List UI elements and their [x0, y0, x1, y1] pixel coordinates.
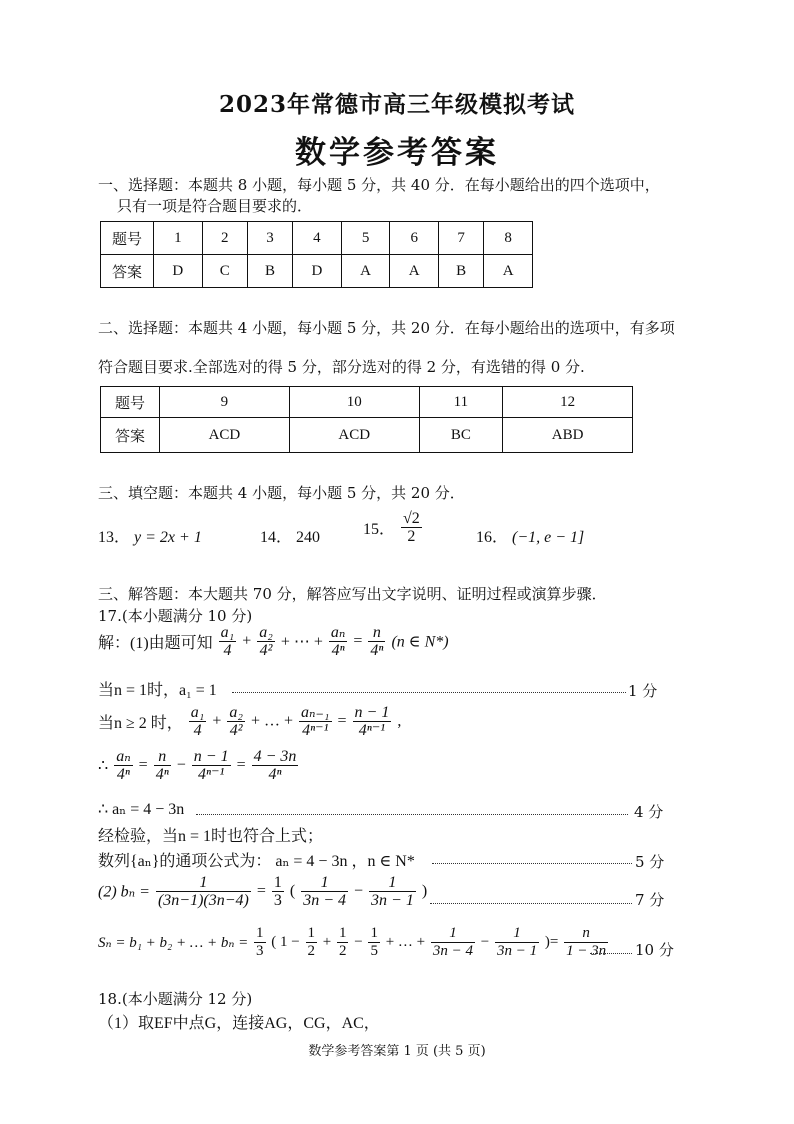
- fraction-numerator: n: [564, 925, 608, 943]
- fraction-denominator: 4ⁿ: [268, 766, 282, 783]
- question-17-heading: 17.(本小题满分 10 分): [98, 607, 253, 625]
- table-cell: 1: [154, 222, 203, 255]
- q17-line7: 数列{aₙ}的通项公式为： aₙ = 4 − 3n ，n ∈ N*: [98, 853, 415, 870]
- answer-14-value: 240: [296, 529, 321, 546]
- q17-line9-prefix: Sₙ = b₁ + b₂ + … + bₙ =: [98, 935, 249, 951]
- table-row: [101, 387, 633, 418]
- fraction: [337, 925, 349, 960]
- fraction-numerator: aₙ₋₁: [301, 704, 330, 721]
- fraction-denominator: 4ⁿ⁻¹: [198, 766, 225, 783]
- question-18-heading: 18.(本小题满分 12 分): [98, 990, 253, 1008]
- dotted-leader: [196, 814, 628, 815]
- fraction-numerator: n: [368, 624, 385, 642]
- fraction-denominator: 2: [307, 943, 316, 959]
- q17-line3-prefix: 当n ≥ 2 时，: [98, 715, 183, 732]
- fraction: [114, 748, 132, 783]
- fraction: [192, 748, 231, 783]
- table-cell: 8: [484, 222, 533, 255]
- section2-answer-table: [100, 386, 633, 453]
- operator: + ⋯ +: [280, 633, 323, 651]
- fraction-denominator: 4ⁿ: [155, 766, 169, 783]
- page-footer: 数学参考答案第 1 页 (共 5 页): [308, 1044, 486, 1059]
- fraction-denominator: 1 − 3n: [566, 943, 607, 959]
- fraction: [299, 704, 332, 739]
- document-title: 2023年常德市高三年级模拟考试: [218, 91, 575, 118]
- fraction-numerator: 1: [431, 925, 475, 943]
- fraction-numerator: 1: [301, 874, 348, 892]
- answer-13-label: 13．: [98, 529, 131, 546]
- table-header-cell: 题号: [101, 222, 154, 255]
- document-subtitle: 数学参考答案: [295, 135, 499, 171]
- answer-15: [363, 510, 424, 545]
- score-mark: 10 分: [635, 941, 674, 959]
- fraction-numerator: 1: [307, 925, 316, 941]
- answer-15-label: 15．: [363, 521, 396, 538]
- fraction-denominator: 4ⁿ: [116, 766, 130, 783]
- fraction: [154, 748, 171, 783]
- fraction: [252, 748, 299, 783]
- fraction-denominator: 3: [273, 892, 282, 909]
- dotted-leader: [590, 953, 632, 954]
- fraction-denominator: 5: [370, 943, 378, 959]
- table-cell: A: [390, 255, 439, 288]
- therefore-symbol: ∴: [98, 757, 109, 775]
- fraction-numerator: a₂: [229, 704, 243, 721]
- table-cell: ACD: [289, 418, 419, 453]
- dotted-leader: [432, 863, 632, 864]
- answer-14-label: 14．: [260, 529, 293, 546]
- q17-line4: ∴ $\frac{\text{aₙ}}{\text{4ⁿ}}$ = $\frac{n}{\text{4ⁿ}}$ − $\frac{n - 1}{\text{4ⁿ⁻¹}}$ = $\frac{4 - 3n}{\text{4ⁿ}}$: [98, 748, 297, 783]
- table-header-cell: 答案: [101, 418, 160, 453]
- answer-14: [260, 524, 320, 547]
- fraction-numerator: a₁: [190, 704, 205, 721]
- table-cell: D: [154, 255, 203, 288]
- answer-16: [476, 524, 584, 547]
- operator: + … +: [250, 712, 293, 730]
- fraction-numerator: n: [154, 748, 171, 766]
- fraction: [495, 925, 539, 960]
- operator: + … +: [385, 934, 426, 950]
- q17-line1: 解：(1)由题可知 $\frac{\text{a₁}}{4}$ + $\frac{\text{a₂}}{\text{4²}}$ + ⋯ + $\frac{\text{aₙ}}{\text{4ⁿ}}$ = $\frac{n}{\text{4ⁿ}}$ (n ∈ N*): [98, 624, 449, 659]
- table-header-cell: 答案: [101, 255, 154, 288]
- q18-step1: （1）取EF中点G，连接AG，CG，AC，: [98, 1015, 380, 1032]
- section1-instruction-line1: 一、选择题：本题共 8 小题，每小题 5 分，共 40 分．在每小题给出的四个选项中，: [98, 176, 660, 194]
- section2-instruction-line1: 二、选择题：本题共 4 小题，每小题 5 分，共 20 分．在每小题给出的选项中，有多项: [98, 319, 675, 337]
- fraction: [257, 624, 275, 659]
- fraction: [368, 925, 380, 960]
- fraction-numerator: a₁: [220, 624, 235, 641]
- fraction-denominator: 3n − 1: [496, 943, 538, 959]
- fraction-denominator: 4ⁿ⁻¹: [302, 722, 329, 739]
- fraction: [189, 704, 207, 739]
- fraction-numerator: 1: [273, 874, 282, 891]
- answer-15-fraction: [401, 510, 422, 545]
- fraction: [368, 624, 385, 659]
- table-header-cell: 题号: [101, 387, 160, 418]
- table-cell: ACD: [160, 418, 290, 453]
- fraction-denominator: 2: [338, 943, 347, 959]
- fraction: [254, 925, 266, 960]
- fraction-denominator: 3n − 1: [371, 892, 414, 909]
- fraction-numerator: 1: [256, 925, 264, 941]
- q17-line1-prefix: 解：(1)由题可知: [98, 635, 213, 652]
- section3-instruction: 三、填空题：本题共 4 小题，每小题 5 分，共 20 分．: [98, 484, 465, 502]
- q17-line9: Sₙ = b₁ + b₂ + … + bₙ = $\frac{1}{3}$ ( 1 − $\frac{1}{2}$ + $\frac{1}{2}$ − $\frac{1}{5}$ + … + $\frac{1}{3n - 4}$ − $\frac{1}{3n - 1}$ )= $\frac{n}{1 - 3n}$: [98, 925, 607, 959]
- fraction-denominator: 3: [256, 943, 264, 959]
- fraction: [156, 874, 251, 909]
- score-mark: 5 分: [635, 853, 665, 871]
- fraction: [564, 925, 608, 960]
- fraction-denominator: 2: [407, 528, 416, 545]
- table-cell: D: [293, 255, 342, 288]
- table-row: [101, 418, 633, 453]
- table-cell: 7: [439, 222, 484, 255]
- fraction-numerator: n − 1: [193, 748, 229, 765]
- q17-line5: ∴ aₙ = 4 − 3n: [98, 801, 185, 818]
- fraction: [369, 874, 416, 909]
- section1-answer-table: [100, 221, 533, 288]
- dotted-leader: [232, 692, 626, 693]
- section2-instruction-line2: 符合题目要求.全部选对的得 5 分，部分选对的得 2 分，有选错的得 0 分.: [98, 358, 585, 376]
- table-cell: B: [247, 255, 292, 288]
- fraction-numerator: aₙ: [330, 624, 346, 641]
- fraction-numerator: 1: [370, 925, 378, 941]
- fraction-denominator: (3n−1)(3n−4): [157, 892, 249, 909]
- q17-line3: 当n ≥ 2 时， $\frac{\text{a₁}}{4}$ + $\frac{\text{a₂}}{\text{4²}}$ + … + $\frac{\text{aₙ₋₁}}{\text{4ⁿ⁻¹}}$ = $\frac{n - 1}{\text{4ⁿ⁻¹}}$ ,: [98, 704, 402, 739]
- section1-instruction-line2: 只有一项是符合题目要求的．: [117, 197, 313, 215]
- table-cell: 4: [293, 222, 342, 255]
- fraction: [219, 624, 237, 659]
- table-cell: 2: [202, 222, 247, 255]
- fraction-numerator: 1: [495, 925, 539, 943]
- table-cell: C: [202, 255, 247, 288]
- fraction-numerator: aₙ: [116, 748, 131, 765]
- score-mark: 4 分: [634, 803, 664, 821]
- fraction: [431, 925, 475, 960]
- table-cell: A: [341, 255, 390, 288]
- fraction-denominator: 4ⁿ: [331, 642, 345, 659]
- score-mark: 1 分: [628, 682, 658, 700]
- fraction-denominator: 4ⁿ: [370, 642, 384, 659]
- fraction-numerator: n − 1: [354, 704, 390, 721]
- table-cell: ABD: [503, 418, 633, 453]
- table-cell: 12: [503, 387, 633, 418]
- q17-line1-tail: (n ∈ N*): [391, 633, 449, 651]
- table-row: [101, 255, 533, 288]
- fraction: [227, 704, 245, 739]
- fraction-denominator: 4²: [259, 642, 273, 659]
- section4-instruction: 三、解答题：本大题共 70 分，解答应写出文字说明、证明过程或演算步骤．: [98, 585, 607, 603]
- q17-line6: 经检验，当n = 1时也符合上式；: [98, 828, 324, 845]
- dotted-leader: [430, 903, 632, 904]
- answer-13: [98, 524, 202, 547]
- table-cell: B: [439, 255, 484, 288]
- operator: ( 1 −: [271, 934, 300, 950]
- fraction: [301, 874, 348, 909]
- table-cell: 9: [160, 387, 290, 418]
- fraction-denominator: 3n − 4: [303, 892, 346, 909]
- fraction-numerator: 1: [338, 925, 347, 941]
- fraction-denominator: 4: [193, 722, 202, 739]
- fraction-denominator: 4ⁿ⁻¹: [358, 722, 386, 739]
- answer-13-value: y = 2x + 1: [134, 529, 202, 546]
- fraction: [272, 874, 284, 909]
- answer-16-label: 16．: [476, 529, 509, 546]
- fraction-numerator: 1: [369, 874, 416, 892]
- fraction-numerator: 1: [156, 874, 251, 892]
- fraction-numerator: a₂: [259, 624, 273, 641]
- fraction: [353, 704, 392, 739]
- table-cell: 3: [247, 222, 292, 255]
- table-cell: 11: [419, 387, 503, 418]
- score-mark: 7 分: [635, 891, 665, 909]
- fraction-numerator: √2: [403, 510, 420, 527]
- table-cell: 5: [341, 222, 390, 255]
- fraction-numerator: 4 − 3n: [253, 748, 297, 765]
- q17-line8: (2) bₙ = $\frac{1}{(3n-1)(3n-4)}$ = $\frac{1}{3}$ ( $\frac{1}{3n - 4}$ − $\frac{1}{3n - 1}$ ): [98, 874, 428, 909]
- table-cell: A: [484, 255, 533, 288]
- fraction: [329, 624, 347, 659]
- table-cell: 10: [289, 387, 419, 418]
- table-cell: 6: [390, 222, 439, 255]
- q17-line8-prefix: (2) bₙ =: [98, 883, 150, 901]
- fraction: [306, 925, 318, 960]
- fraction-denominator: 3n − 4: [432, 943, 473, 959]
- fraction-denominator: 4²: [229, 722, 243, 739]
- table-cell: BC: [419, 418, 503, 453]
- q17-line2: 当n = 1时，a₁ = 1: [98, 682, 217, 699]
- table-row: [101, 222, 533, 255]
- fraction-denominator: 4: [223, 642, 232, 659]
- answer-16-value: (−1, e − 1]: [512, 529, 585, 546]
